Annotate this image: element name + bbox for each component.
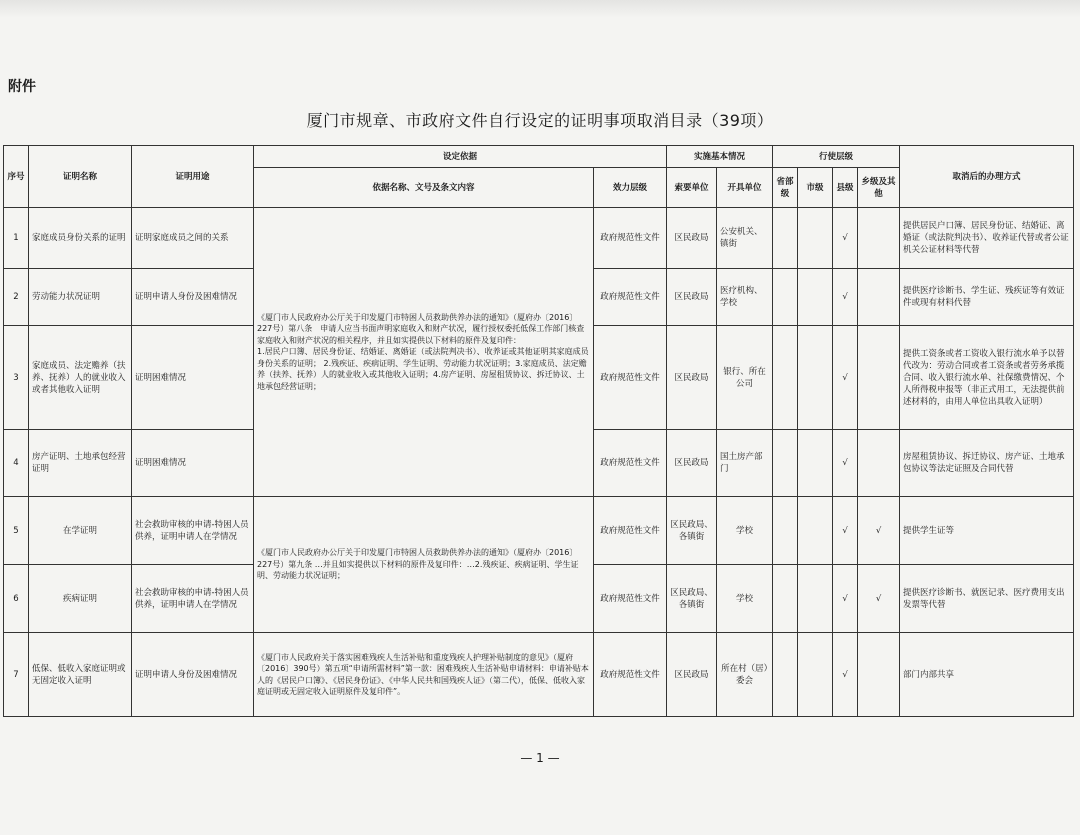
basis-group-b: 《厦门市人民政府办公厅关于印发厦门市特困人员救助供养办法的通知》（厦府办〔2016〕227号）第九条 …并且如实提供以下材料的原件及复印件：…2.残疾证、疾病证明、学生证明、劳动能力状况证明；: [254, 497, 594, 633]
row-city: [798, 326, 833, 430]
row-issuer: 公安机关、镇街: [717, 208, 773, 269]
row-province: [773, 269, 798, 326]
row-township: [858, 326, 900, 430]
header-impl-group: 实施基本情况: [667, 146, 773, 168]
row-city: [798, 430, 833, 497]
row-issuer: 银行、所在公司: [717, 326, 773, 430]
row-province: [773, 633, 798, 717]
header-cert-name: 证明名称: [29, 146, 132, 208]
row-township: √: [858, 497, 900, 565]
row-issuer: 医疗机构、学校: [717, 269, 773, 326]
basis-group-a-line1: 《厦门市人民政府办公厅关于印发厦门市特困人员救助供养办法的通知》（厦府办〔2016〕227号）第八条 申请人应当书面声明家庭收入和财产状况，履行授权委托低保工作部门核查家庭收入和财产状况的相关程序，并且如实提供以下材料的原件及复印件：: [257, 312, 585, 345]
row-seq: 4: [4, 430, 29, 497]
header-impl-issuer: 开具单位: [717, 168, 773, 208]
row-cert-name: 在学证明: [29, 497, 132, 565]
row-issuer: 国土房产部门: [717, 430, 773, 497]
row-seq: 6: [4, 565, 29, 633]
basis-group-c: 《厦门市人民政府关于落实困难残疾人生活补贴和重度残疾人护理补贴制度的意见》（厦府〔2016〕390号）第五项“申请所需材料”第一款：困难残疾人生活补贴申请材料：申请补贴本人的《居民户口簿》、《居民身份证》、《中华人民共和国残疾人证》（第二代），低保、低收入家庭证明或无固定收入证明原件及复印件”。: [254, 633, 594, 717]
row-after: 提供学生证等: [900, 497, 1074, 565]
row-county: √: [833, 497, 858, 565]
row-dept: 区民政局、各镇街: [667, 565, 717, 633]
row-county: √: [833, 269, 858, 326]
row-issuer: 所在村（居）委会: [717, 633, 773, 717]
row-county: √: [833, 633, 858, 717]
row-cert-use: 社会救助审核的申请-特困人员供养，证明申请人在学情况: [132, 565, 254, 633]
header-admin-city: 市级: [798, 168, 833, 208]
row-after: 提供医疗诊断书、学生证、残疾证等有效证件或现有材料代替: [900, 269, 1074, 326]
page-number: — 1 —: [520, 751, 560, 765]
row-seq: 7: [4, 633, 29, 717]
row-dept: 区民政局: [667, 430, 717, 497]
row-province: [773, 565, 798, 633]
cert-table: [3, 145, 1074, 717]
row-after: 房屋租赁协议、拆迁协议、房产证、土地承包协议等法定证照及合同代替: [900, 430, 1074, 497]
row-township: [858, 430, 900, 497]
header-after: 取消后的办理方式: [900, 146, 1074, 208]
row-dept: 区民政局: [667, 633, 717, 717]
row-county: √: [833, 565, 858, 633]
basis-group-a: [254, 208, 594, 497]
row-cert-name: 劳动能力状况证明: [29, 269, 132, 326]
row-seq: 2: [4, 269, 29, 326]
row-cert-name: 疾病证明: [29, 565, 132, 633]
header-admin-township: 乡级及其他: [858, 168, 900, 208]
table-row: [4, 497, 1074, 565]
row-level: 政府规范性文件: [594, 208, 667, 269]
row-after: 提供工资条或者工资收入银行流水单予以替代改为：劳动合同或者工资条或者劳务承揽合同、收入银行流水单、社保缴费情况、个人所得税申报等（非正式用工，无法提供前述材料的，由用人单位出具收入证明）: [900, 326, 1074, 430]
row-county: √: [833, 430, 858, 497]
row-issuer: 学校: [717, 565, 773, 633]
row-dept: 区民政局、各镇街: [667, 497, 717, 565]
row-city: [798, 208, 833, 269]
row-dept: 区民政局: [667, 269, 717, 326]
row-city: [798, 497, 833, 565]
row-city: [798, 633, 833, 717]
row-seq: 5: [4, 497, 29, 565]
row-cert-name: 低保、低收入家庭证明或无固定收入证明: [29, 633, 132, 717]
row-level: 政府规范性文件: [594, 269, 667, 326]
row-cert-use: 证明困难情况: [132, 326, 254, 430]
row-township: [858, 208, 900, 269]
row-county: √: [833, 208, 858, 269]
row-issuer: 学校: [717, 497, 773, 565]
row-province: [773, 430, 798, 497]
header-basis-group: 设定依据: [254, 146, 667, 168]
row-cert-name: 家庭成员身份关系的证明: [29, 208, 132, 269]
row-province: [773, 326, 798, 430]
row-after: 提供医疗诊断书、就医记录、医疗费用支出发票等代替: [900, 565, 1074, 633]
table-row: [4, 208, 1074, 269]
row-level: 政府规范性文件: [594, 565, 667, 633]
row-province: [773, 497, 798, 565]
row-cert-use: 证明家庭成员之间的关系: [132, 208, 254, 269]
table-row: [4, 633, 1074, 717]
row-level: 政府规范性文件: [594, 633, 667, 717]
attachment-label: 附件: [8, 79, 36, 95]
row-cert-use: 证明申请人身份及困难情况: [132, 269, 254, 326]
row-seq: 3: [4, 326, 29, 430]
row-township: [858, 269, 900, 326]
scan-edge: [0, 0, 1080, 18]
row-cert-name: 家庭成员、法定赡养（扶养、抚养）人的就业收入或者其他收入证明: [29, 326, 132, 430]
row-province: [773, 208, 798, 269]
document-title: 厦门市规章、市政府文件自行设定的证明事项取消目录（39项）: [306, 111, 774, 130]
header-seq: 序号: [4, 146, 29, 208]
row-level: 政府规范性文件: [594, 497, 667, 565]
row-city: [798, 269, 833, 326]
header-basis-doc: 依据名称、文号及条文内容: [254, 168, 594, 208]
header-admin-county: 县级: [833, 168, 858, 208]
row-county: √: [833, 326, 858, 430]
row-township: √: [858, 565, 900, 633]
row-after: 提供居民户口簿、居民身份证、结婚证、离婚证（或法院判决书）、收养证代替或者公证机关公证材料等代替: [900, 208, 1074, 269]
row-cert-use: 证明申请人身份及困难情况: [132, 633, 254, 717]
header-basis-level: 效力层级: [594, 168, 667, 208]
row-cert-use: 社会救助审核的申请-特困人员供养，证明申请人在学情况: [132, 497, 254, 565]
header-cert-use: 证明用途: [132, 146, 254, 208]
header-admin-group: 行使层级: [773, 146, 900, 168]
row-after: 部门内部共享: [900, 633, 1074, 717]
header-impl-dept: 索要单位: [667, 168, 717, 208]
row-dept: 区民政局: [667, 208, 717, 269]
row-seq: 1: [4, 208, 29, 269]
row-dept: 区民政局: [667, 326, 717, 430]
row-township: [858, 633, 900, 717]
row-cert-use: 证明困难情况: [132, 430, 254, 497]
header-admin-province: 省部级: [773, 168, 798, 208]
row-cert-name: 房产证明、土地承包经营证明: [29, 430, 132, 497]
row-level: 政府规范性文件: [594, 326, 667, 430]
row-city: [798, 565, 833, 633]
basis-group-a-line2: 1.居民户口簿、居民身份证、结婚证、离婚证（或法院判决书）、收养证或其他证明其家庭成员身份关系的证明； 2.残疾证、疾病证明、学生证明、劳动能力状况证明；3.家庭成员、法定赡养（扶养、抚养）人的就业收入或其他收入证明；4.房产证明、房屋租赁协议、拆迁协议、土地承包经营证明；: [257, 347, 589, 391]
row-level: 政府规范性文件: [594, 430, 667, 497]
